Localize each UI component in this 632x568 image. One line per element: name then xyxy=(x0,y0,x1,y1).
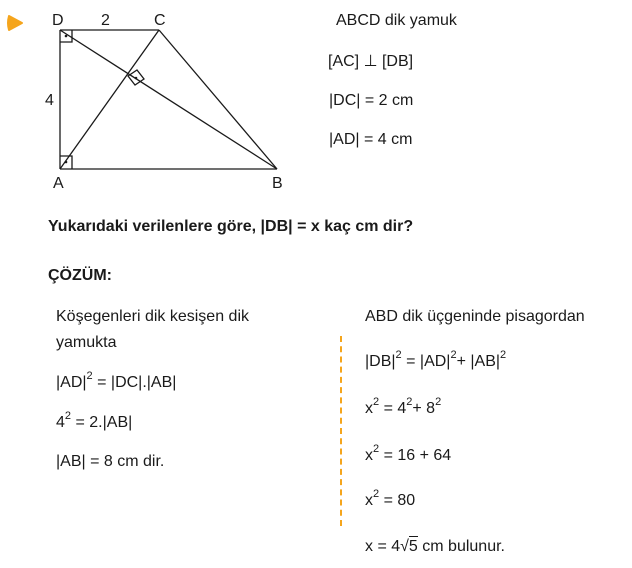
label-length-dc: 2 xyxy=(101,12,110,29)
right-equation-4: $x^2 = 80$ xyxy=(365,488,416,509)
trapezoid-figure xyxy=(40,8,300,193)
question-text: Yukarıdaki verilenlere göre, |DB| = x kaç cm dir? xyxy=(48,218,414,235)
side-cb xyxy=(159,30,277,169)
label-b: B xyxy=(272,175,283,192)
left-equation-2: $4^2 = 2.|AB|$ xyxy=(56,410,133,431)
label-c: C xyxy=(154,12,166,29)
right-equation-2: $x^2 = 4^2+ 8^2$ xyxy=(365,396,442,417)
label-a: A xyxy=(53,175,64,192)
square-root-icon: √ xyxy=(400,538,409,555)
given-perp-right: [DB] xyxy=(381,53,414,70)
left-text-line-2: yamukta xyxy=(56,334,117,351)
left-text-line-1: Köşegenleri dik kesişen dik xyxy=(56,308,249,325)
right-equation-1: $|DB|^2 = |AD|^2+ |AB|^2$ xyxy=(365,349,507,370)
column-divider xyxy=(340,336,342,526)
label-d: D xyxy=(52,12,64,29)
given-dc: |DC| = 2 cm xyxy=(329,92,414,109)
given-perpendicular xyxy=(328,52,413,72)
solution-heading: ÇÖZÜM: xyxy=(48,267,112,284)
diagonal-db xyxy=(60,30,277,169)
right-equation-3: $x^2 = 16 + 64$ xyxy=(365,443,452,464)
given-ad: |AD| = 4 cm xyxy=(329,131,413,148)
label-length-ad: 4 xyxy=(45,92,54,109)
left-equation-1: $|AD|^2 = |DC|.|AB|$ xyxy=(56,370,177,391)
diagonal-ac xyxy=(60,30,159,169)
perpendicular-icon: ⊥ xyxy=(363,53,378,70)
marker-arrow-icon xyxy=(4,12,26,34)
right-equation-5: x = 4√5 cm bulunur. xyxy=(365,538,505,555)
given-title: ABCD dik yamuk xyxy=(336,12,457,29)
given-perp-left: [AC] xyxy=(328,53,360,70)
left-equation-3: |AB| = 8 cm dir. xyxy=(56,453,165,470)
right-text-line-1: ABD dik üçgeninde pisagordan xyxy=(365,308,585,325)
